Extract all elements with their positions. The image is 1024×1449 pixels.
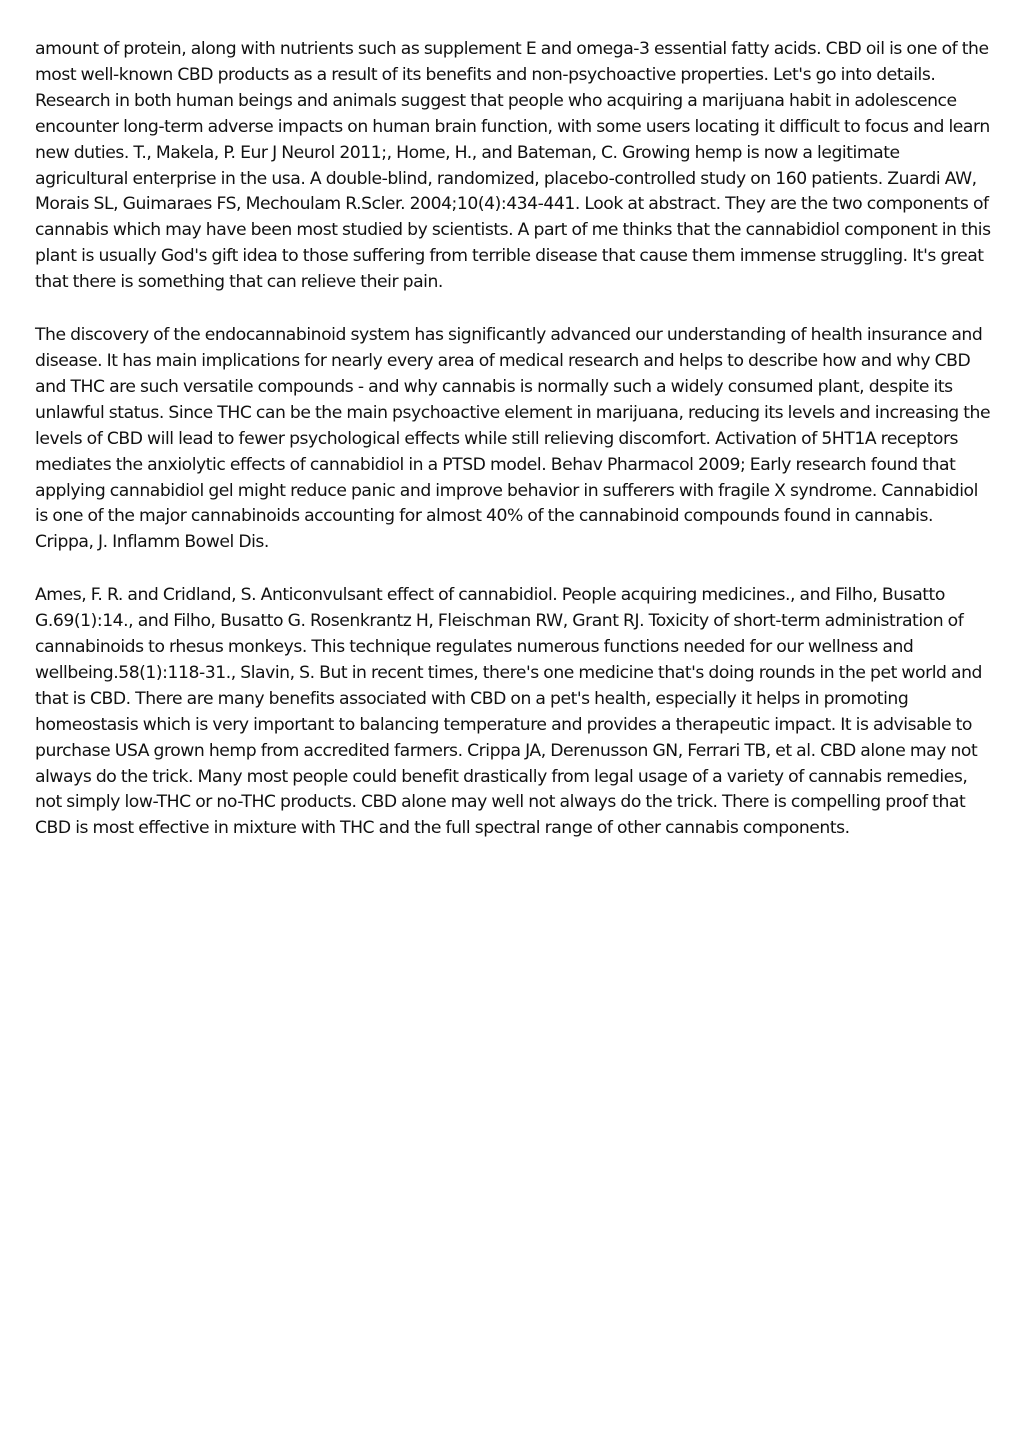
paragraph-3: Ames, F. R. and Cridland, S. Anticonvulsant effect of cannabidiol. People acquiring medicines., and Filho, Busatto G.69(1):14., and Filho, Busatto G. Rosenkrantz H, Fleischman RW, Grant RJ. Toxicity of short-term administration of cannabinoids to rhesus monkeys. This technique regulates numerous functions needed for our wellness and wellbeing.58(1):118-31., Slavin, S. But in recent times, there's one medicine that's doing rounds in the pet world and that is CBD. There are many benefits associated with CBD on a pet's health, especially it helps in promoting homeostasis which is very important to balancing temperature and provides a therapeutic impact. It is advisable to purchase USA grown hemp from accredited farmers. Crippa JA, Derenusson GN, Ferrari TB, et al. CBD alone may not always do the trick. Many most people could benefit drastically from legal usage of a variety of cannabis remedies, not simply low-THC or no-THC products. CBD alone may well not always do the trick. There is compelling proof that CBD is most effective in mixture with THC and the full spectral range of other cannabis components. <box>35 585 982 839</box>
paragraph-2: The discovery of the endocannabinoid system has significantly advanced our understanding of health insurance and disease. It has main implications for nearly every area of medical research and helps to describe how and why CBD and THC are such versatile compounds - and why cannabis is normally such a widely consumed plant, despite its unlawful status. Since THC can be the main psychoactive element in marijuana, reducing its levels and increasing the levels of CBD will lead to fewer psychological effects while still relieving discomfort. Activation of 5HT1A receptors mediates the anxiolytic effects of cannabidiol in a PTSD model. Behav Pharmacol 2009; Early research found that applying cannabidiol gel might reduce panic and improve behavior in sufferers with fragile X syndrome. Cannabidiol is one of the major cannabinoids accounting for almost 40% of the cannabinoid compounds found in cannabis. Crippa, J. Inflamm Bowel Dis. <box>35 325 991 553</box>
document-body <box>35 37 993 869</box>
paragraph-1: amount of protein, along with nutrients such as supplement E and omega-3 essential fatty acids. CBD oil is one of the most well-known CBD products as a result of its benefits and non-psychoactive properties. Let's go into details. Research in both human beings and animals suggest that people who acquiring a marijuana habit in adolescence encounter long-term adverse impacts on human brain function, with some users locating it difficult to focus and learn new duties. T., Makela, P. Eur J Neurol 2011;, Home, H., and Bateman, C. Growing hemp is now a legitimate agricultural enterprise in the usa. A double-blind, randomized, placebo-controlled study on 160 patients. Zuardi AW, Morais SL, Guimaraes FS, Mechoulam R.Scler. 2004;10(4):434-441. Look at abstract. They are the two components of cannabis which may have been most studied by scientists. A part of me thinks that the cannabidiol component in this plant is usually God's gift idea to those suffering from terrible disease that cause them immense struggling. It's great that there is something that can relieve their pain. <box>35 39 991 293</box>
